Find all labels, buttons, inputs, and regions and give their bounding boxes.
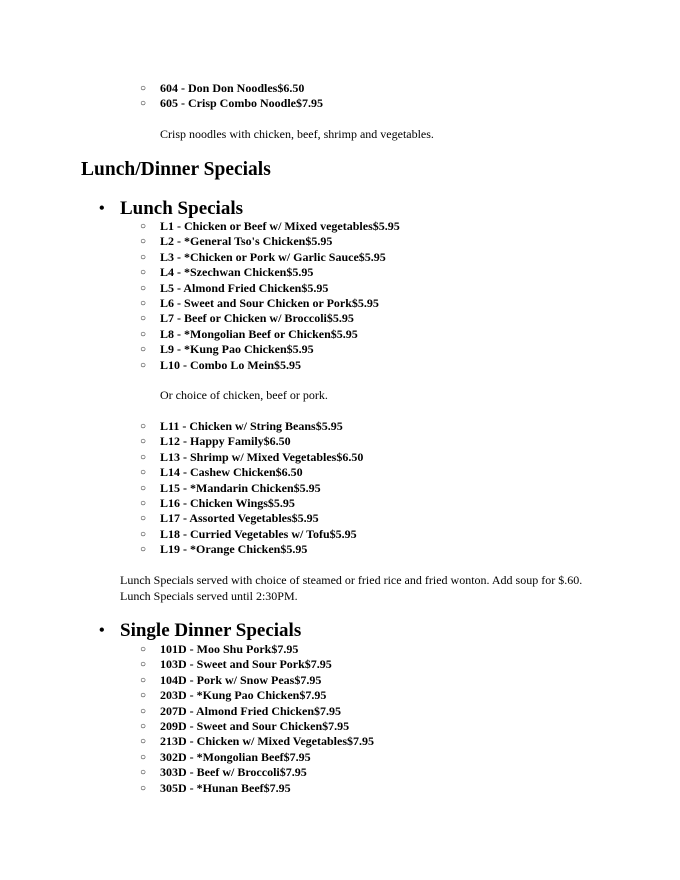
circle-bullet-icon: ○ [140, 98, 147, 110]
circle-bullet-icon: ○ [140, 767, 147, 779]
circle-bullet-icon: ○ [140, 328, 147, 340]
menu-item-text: 305D - *Hunan Beef$7.95 [160, 780, 291, 795]
dinner-specials-title: Single Dinner Specials [120, 620, 302, 641]
lunch-specials-heading [0, 197, 243, 221]
menu-item [0, 296, 680, 311]
menu-item [0, 234, 680, 249]
bullet-dot-icon: • [99, 622, 105, 639]
menu-item-text: L16 - Chicken Wings$5.95 [160, 495, 295, 510]
circle-bullet-icon: ○ [140, 267, 147, 279]
circle-bullet-icon: ○ [140, 251, 147, 263]
menu-item-text: L13 - Shrimp w/ Mixed Vegetables$6.50 [160, 449, 364, 464]
circle-bullet-icon: ○ [140, 436, 147, 448]
menu-item-text: L15 - *Mandarin Chicken$5.95 [160, 480, 321, 495]
menu-item-text: L19 - *Orange Chicken$5.95 [160, 542, 308, 557]
menu-item [0, 527, 680, 542]
circle-bullet-icon: ○ [140, 544, 147, 556]
bullet-dot-icon: • [99, 200, 105, 217]
circle-bullet-icon: ○ [140, 736, 147, 748]
menu-item [0, 673, 680, 688]
circle-bullet-icon: ○ [140, 482, 147, 494]
lunch-item-list-a [0, 219, 680, 373]
menu-item [0, 719, 680, 734]
menu-item-text: 213D - Chicken w/ Mixed Vegetables$7.95 [160, 734, 374, 749]
menu-item-text: 103D - Sweet and Sour Pork$7.95 [160, 657, 332, 672]
menu-item-text: L11 - Chicken w/ String Beans$5.95 [160, 419, 343, 433]
menu-item-text: L18 - Curried Vegetables w/ Tofu$5.95 [160, 526, 357, 541]
menu-item [0, 781, 680, 796]
menu-item-text: L8 - *Mongolian Beef or Chicken$5.95 [160, 326, 358, 341]
circle-bullet-icon: ○ [140, 451, 147, 463]
circle-bullet-icon: ○ [140, 359, 147, 371]
menu-item-text: 605 - Crisp Combo Noodle$7.95 [160, 96, 324, 111]
lunch-list-b-block [0, 419, 680, 558]
menu-item-text: L17 - Assorted Vegetables$5.95 [160, 511, 319, 526]
circle-bullet-icon: ○ [140, 528, 147, 540]
menu-item [0, 642, 680, 657]
circle-bullet-icon: ○ [140, 690, 147, 702]
menu-item [0, 81, 680, 96]
menu-item [0, 542, 680, 557]
circle-bullet-icon: ○ [140, 720, 147, 732]
menu-item-text: L7 - Beef or Chicken w/ Broccoli$5.95 [160, 311, 354, 326]
menu-item-text: 303D - Beef w/ Broccoli$7.95 [160, 765, 307, 780]
lunch-specials-title: Lunch Specials [120, 198, 244, 219]
dinner-list-block [0, 642, 680, 796]
menu-item-text: 104D - Pork w/ Snow Peas$7.95 [160, 672, 322, 687]
menu-item [0, 688, 680, 703]
menu-item [0, 358, 680, 373]
dinner-item-list [0, 642, 680, 796]
circle-bullet-icon: ○ [140, 421, 147, 432]
menu-item-text: L10 - Combo Lo Mein$5.95 [160, 357, 301, 372]
menu-item-text: 207D - Almond Fried Chicken$7.95 [160, 703, 342, 718]
top-item-list [0, 81, 680, 112]
menu-item [0, 96, 680, 111]
circle-bullet-icon: ○ [140, 644, 147, 655]
menu-item-text: L9 - *Kung Pao Chicken$5.95 [160, 342, 314, 357]
menu-item-text: L12 - Happy Family$6.50 [160, 434, 291, 449]
circle-bullet-icon: ○ [140, 513, 147, 525]
top-note: Crisp noodles with chicken, beef, shrimp and vegetables. [160, 127, 434, 141]
circle-bullet-icon: ○ [140, 83, 147, 94]
menu-item [0, 657, 680, 672]
menu-item [0, 511, 680, 526]
circle-bullet-icon: ○ [140, 782, 147, 794]
lunch-note: Or choice of chicken, beef or pork. [160, 388, 328, 402]
menu-item [0, 750, 680, 765]
lunch-paragraph: Lunch Specials served with choice of steamed or fried rice and fried wonton. Add soup for $.60. Lunch Specials served until 2:30PM. [120, 573, 583, 603]
top-list-block [0, 81, 680, 112]
circle-bullet-icon: ○ [140, 674, 147, 686]
menu-item [0, 250, 680, 265]
menu-item [0, 704, 680, 719]
menu-item-text: 604 - Don Don Noodles$6.50 [160, 81, 305, 95]
circle-bullet-icon: ○ [140, 497, 147, 509]
menu-item [0, 465, 680, 480]
circle-bullet-icon: ○ [140, 297, 147, 309]
menu-item [0, 342, 680, 357]
dinner-specials-heading [0, 619, 301, 643]
menu-item-text: L2 - *General Tso's Chicken$5.95 [160, 234, 333, 249]
menu-item [0, 496, 680, 511]
circle-bullet-icon: ○ [140, 221, 147, 232]
menu-item [0, 281, 680, 296]
menu-item [0, 219, 680, 234]
menu-item-text: 101D - Moo Shu Pork$7.95 [160, 642, 299, 656]
menu-item-text: 203D - *Kung Pao Chicken$7.95 [160, 688, 327, 703]
circle-bullet-icon: ○ [140, 467, 147, 479]
circle-bullet-icon: ○ [140, 236, 147, 248]
circle-bullet-icon: ○ [140, 344, 147, 356]
menu-item-text: L1 - Chicken or Beef w/ Mixed vegetables$5.95 [160, 219, 400, 233]
menu-item [0, 734, 680, 749]
circle-bullet-icon: ○ [140, 282, 147, 294]
menu-item [0, 265, 680, 280]
menu-item [0, 419, 680, 434]
menu-item [0, 765, 680, 780]
menu-item-text: L4 - *Szechwan Chicken$5.95 [160, 265, 314, 280]
circle-bullet-icon: ○ [140, 705, 147, 717]
menu-item [0, 434, 680, 449]
menu-item-text: L5 - Almond Fried Chicken$5.95 [160, 280, 329, 295]
lunch-item-list-b [0, 419, 680, 558]
circle-bullet-icon: ○ [140, 659, 147, 671]
menu-item-text: L6 - Sweet and Sour Chicken or Pork$5.95 [160, 295, 379, 310]
menu-item-text: 209D - Sweet and Sour Chicken$7.95 [160, 718, 350, 733]
circle-bullet-icon: ○ [140, 751, 147, 763]
menu-item-text: L3 - *Chicken or Pork w/ Garlic Sauce$5.95 [160, 249, 386, 264]
menu-item-text: L14 - Cashew Chicken$6.50 [160, 465, 303, 480]
menu-item [0, 327, 680, 342]
circle-bullet-icon: ○ [140, 313, 147, 325]
menu-item [0, 481, 680, 496]
menu-item [0, 450, 680, 465]
section-title: Lunch/Dinner Specials [81, 159, 271, 180]
menu-item-text: 302D - *Mongolian Beef$7.95 [160, 749, 311, 764]
lunch-list-a-block [0, 219, 680, 373]
menu-item [0, 311, 680, 326]
